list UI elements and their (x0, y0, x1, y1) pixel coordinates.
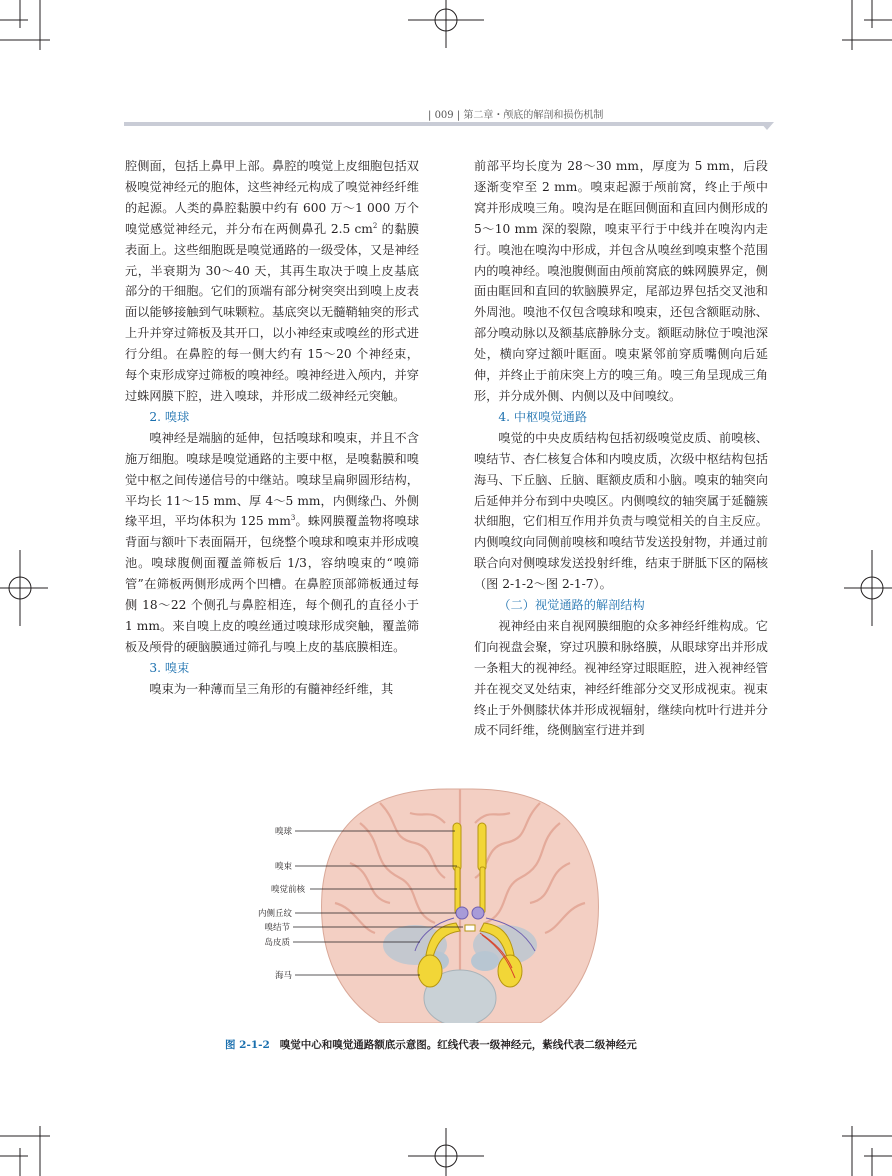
olfactory-bulb-right (478, 823, 486, 871)
section-heading-olfactory-tract: 3. 嗅束 (149, 660, 190, 675)
left-column (125, 156, 419, 700)
header-rule (124, 122, 767, 126)
olfactory-tract-right (480, 867, 485, 913)
caption-text: 嗅觉中心和嗅觉通路额底示意图。红线代表一级神经元，紫线代表二级神经元 (279, 1039, 637, 1051)
label-hippocampus: 海马 (274, 971, 292, 981)
anterior-olfactory-nucleus-left (456, 907, 468, 919)
chapter-title: 第二章・颅底的解剖和损伤机制 (463, 110, 604, 121)
olfactory-bulb-left (453, 823, 461, 871)
figure-caption (225, 1037, 637, 1052)
right-column (474, 156, 768, 741)
amygdala-left (418, 955, 442, 987)
label-olfactory-tract: 嗅束 (274, 862, 292, 872)
label-olfactory-tubercle: 嗅结节 (264, 923, 290, 933)
paragraph: 视神经由来自视网膜细胞的众多神经纤维构成。它们向视盘会聚，穿过巩膜和脉络膜，从眼球穿出并形成一条粗大的视神经。视神经穿过眼眶腔，进入视神经管并在视交叉处结束，神经纤维部分交叉形成视束。视束终止于外侧膝状体并形成视辐射，继续向枕叶行进并分成不同纤维，绕侧脑室行进并到 (474, 618, 768, 738)
section-heading-olfactory-bulb: 2. 嗅球 (149, 409, 190, 424)
olfactory-tubercle (465, 925, 475, 931)
label-insular-cortex: 岛皮质 (264, 938, 290, 948)
label-anterior-olfactory-nucleus: 嗅觉前核 (270, 885, 305, 895)
amygdala-right (498, 955, 522, 987)
paragraph: 嗅束为一种薄而呈三角形的有髓神经纤维，其 (149, 681, 394, 696)
anterior-olfactory-nucleus-right (472, 907, 484, 919)
label-olfactory-bulb: 嗅球 (274, 827, 292, 837)
brain-figure (250, 783, 660, 1023)
figure-number: 图 2-1-2 (225, 1039, 270, 1051)
header-rule-marker (760, 122, 774, 130)
section-heading-visual-pathway: （二）视觉通路的解剖结构 (498, 598, 645, 613)
header-text: | 009 | 第二章・颅底的解剖和损伤机制 (428, 110, 604, 121)
page-number: 009 (434, 110, 454, 121)
running-header (0, 96, 892, 136)
label-medial-stria: 内侧丘纹 (257, 909, 292, 919)
paragraph: 嗅神经是端脑的延伸，包括嗅球和嗅束，并且不含施万细胞。嗅球是嗅觉通路的主要中枢，是嗅黏膜和嗅觉中枢之间传递信号的中继站。嗅球呈扁卵圆形结构，平均长 11～15 mm、厚 4～5 mm，内侧缘凸、外侧缘平坦，平均体积为 125 $mm^3$。蛛网膜覆盖物将嗅球背面与额叶下表面隔开，包绕整个嗅球和嗅束并形成嗅池。嗅球腹侧面覆盖筛板后 1/3，容纳嗅束的“嗅筛管”在筛板两侧形成两个凹槽。在鼻腔顶部筛板通过每侧 18～22 个侧孔与鼻腔相连，每个侧孔的直径小于 1 mm。来自嗅上皮的嗅丝通过嗅球形成突触，覆盖筛板及颅骨的硬脑膜通过筛孔与嗅上皮的基底膜相连。 (125, 430, 420, 654)
section-heading-central-pathway: 4. 中枢嗅觉通路 (498, 409, 588, 424)
olfactory-tract-left (455, 867, 460, 913)
paragraph: 腔侧面，包括上鼻甲上部。鼻腔的嗅觉上皮细胞包括双极嗅觉神经元的胞体，这些神经元构成了嗅觉神经纤维的起源。人类的鼻腔黏膜中约有 600 万～1 000 万个嗅觉感觉神经元，并分布在两侧鼻孔 2.5 $cm^2$ 的黏膜表面上。这些细胞既是嗅觉通路的一级受体，又是神经元，半衰期为 30～40 天，其再生取决于嗅上皮基底部分的干细胞。它们的顶端有部分树突突出到嗅上皮表面以能够接触到气味颗粒。基底突以无髓鞘轴突的形式上升并穿过筛板及其开口，以小神经束或嗅丝的形式进行分组。在鼻腔的每一侧大约有 15～20 个神经束，每个束形成穿过筛板的嗅神经。嗅神经进入颅内，并穿过蛛网膜下腔，进入嗅球，并形成二级神经元突触。 (125, 159, 420, 403)
paragraph: 嗅觉的中央皮质结构包括初级嗅觉皮质、前嗅核、嗅结节、杏仁核复合体和内嗅皮质，次级中枢结构包括海马、下丘脑、丘脑、眶额皮质和小脑。嗅束的轴突向后延伸并分布到中央嗅区。内侧嗅纹的轴突属于延髓簇状细胞，它们相互作用并负责与嗅觉相关的自主反应。内侧嗅纹向同侧前嗅核和嗅结节发送投射物，并通过前联合向对侧嗅球发送投射纤维，结束于胼胝下区的隔核（图 2-1-2～图 2-1-7）。 (474, 430, 768, 592)
paragraph: 前部平均长度为 28～30 mm，厚度为 5 mm，后段逐渐变窄至 2 mm。嗅束起源于颅前窝，终止于颅中窝并形成嗅三角。嗅沟是在眶回侧面和直回内侧形成的 5～10 mm 深的裂隙，嗅束平行于中线并在嗅沟内走行。嗅池在嗅沟中形成，并包含从嗅丝到嗅束整个范围内的嗅神经。嗅池腹侧面由颅前窝底的蛛网膜界定，侧面由眶回和直回的软脑膜界定，尾部边界包括交叉池和外周池。嗅池不仅包含嗅球和嗅束，还包含额眶动脉、部分嗅动脉以及额基底静脉分支。额眶动脉位于嗅池深处，横向穿过额叶眶面。嗅束紧邻前穿质嘴侧向后延伸，并终止于前床突上方的嗅三角。嗅三角呈现成三角形，并分成外侧、内侧以及中间嗅纹。 (474, 159, 768, 403)
pons-right (471, 951, 499, 971)
